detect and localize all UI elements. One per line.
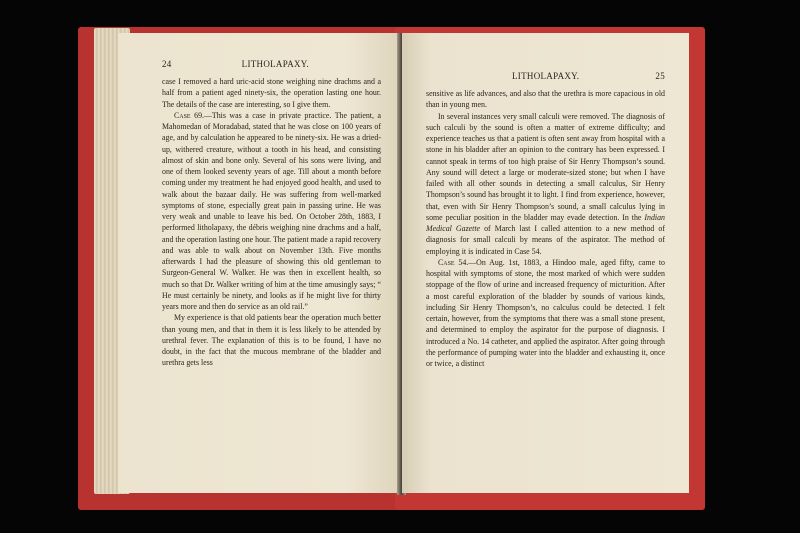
paragraph (162, 76, 381, 110)
right-page-header (426, 71, 665, 85)
page-number: 24 (162, 59, 172, 69)
left-page-body (162, 76, 381, 369)
paragraph (162, 312, 381, 368)
right-page (402, 33, 689, 493)
paragraph-text: sensitive as life advances, and also that the urethra is more capacious in old than in young men. (426, 89, 665, 110)
case-heading: Case 54. (438, 257, 469, 267)
paragraph-text: In several instances very small calculi were removed. The diagnosis of such calculi by the sound is often a matter of extreme difficulty; and experience teaches us that a patient is often sent away from hospital with a stone in his bladder after an opinion to the contrary has been expressed. I cannot speak in terms of too high praise of Sir Henry Thompson’s sound. Any sound will detect a large or moderate-sized stone; but when I have failed with all other sounds in detecting a small calculus, Sir Henry Thompson’s sound has brought it to light. I find from experience, however, that, even with Sir Henry Thompson’s sound, a small calculus lying in some peculiar position in the bladder may evade detection. In the (426, 111, 665, 222)
journal-title: Indian Medical Gazette (426, 212, 665, 233)
paragraph (162, 110, 381, 313)
paragraph-text: case I removed a hard uric-acid stone weighing nine drachms and a half from a patient aged ninety-six, the operation lasting one hour. The details of the case are interesting, so I give them. (162, 77, 381, 109)
paragraph (426, 257, 665, 370)
paragraph-text: —On Aug. 1st, 1883, a Hindoo male, aged fifty, came to hospital with symptoms of stone, the most marked of which were sudden stoppage of the flow of urine and increased frequency of micturition. After a most careful exploration of the bladder by sounds of various kinds, including Sir Henry Thompson’s, no calculus could be detected. I felt certain, however, from the symptoms that there was a small stone present, and determined to employ the aspirator for the purpose of diagnosis. I introduced a No. 14 catheter, and applied the aspirator. After going through the performance of pumping water into the bladder and exhausting it, once or twice, a distinct (426, 257, 666, 368)
case-heading: Case 69. (174, 110, 204, 120)
running-head: LITHOLAPAXY. (241, 59, 309, 69)
paragraph (426, 111, 665, 257)
page-number: 25 (655, 71, 665, 81)
paragraph-text: of March last I called attention to a new method of diagnosis for small calculi by means of the aspirator. The method of employing it is indicated in Case 54. (426, 224, 665, 256)
paragraph-text: My experience is that old patients bear the operation much better than young men, and that in them it is less likely to be attended by urethral fever. The explanation of this is to be found, I have no doubt, in the fact that the mucous membrane of the bladder and urethra gets less (162, 313, 381, 368)
paragraph (426, 88, 665, 111)
left-page (118, 33, 403, 493)
right-page-body (426, 88, 665, 369)
left-page-header (162, 59, 381, 73)
paragraph-text: —This was a case in private practice. The patient, a Mahomedan of Moradabad, stated that he was close on 100 years of age, and by calculation he appeared to be ninety-six. He was a dried-up, withered creature, without a tooth in his head, and consisting almost of skin and bone only. Several of his sons were living, and one of them looked seventy years of age. Till about a month before coming under my treatment he had enjoyed good health, and used to walk about the bazaar daily. He was suffering from well-marked symptoms of stone, especially great pain in passing urine. He was very weak and unable to leave his bed. On October 28th, 1883, I performed litholapaxy, the débris weighing nine drachms and a half, and the operation lasting one hour. The patient made a rapid recovery and was able to walk about on November 13th. Five months afterwards I had the pleasure of showing this old gentleman to Surgeon-General W. Walker. He was then in excellent health, so much so that Dr. Walker writing of him at the time amusingly says; “ He must certainly be ninety, and looks as if he might live for thirty years more and then do service as an old rail.” (162, 110, 381, 311)
running-head: LITHOLAPAXY. (512, 71, 580, 81)
